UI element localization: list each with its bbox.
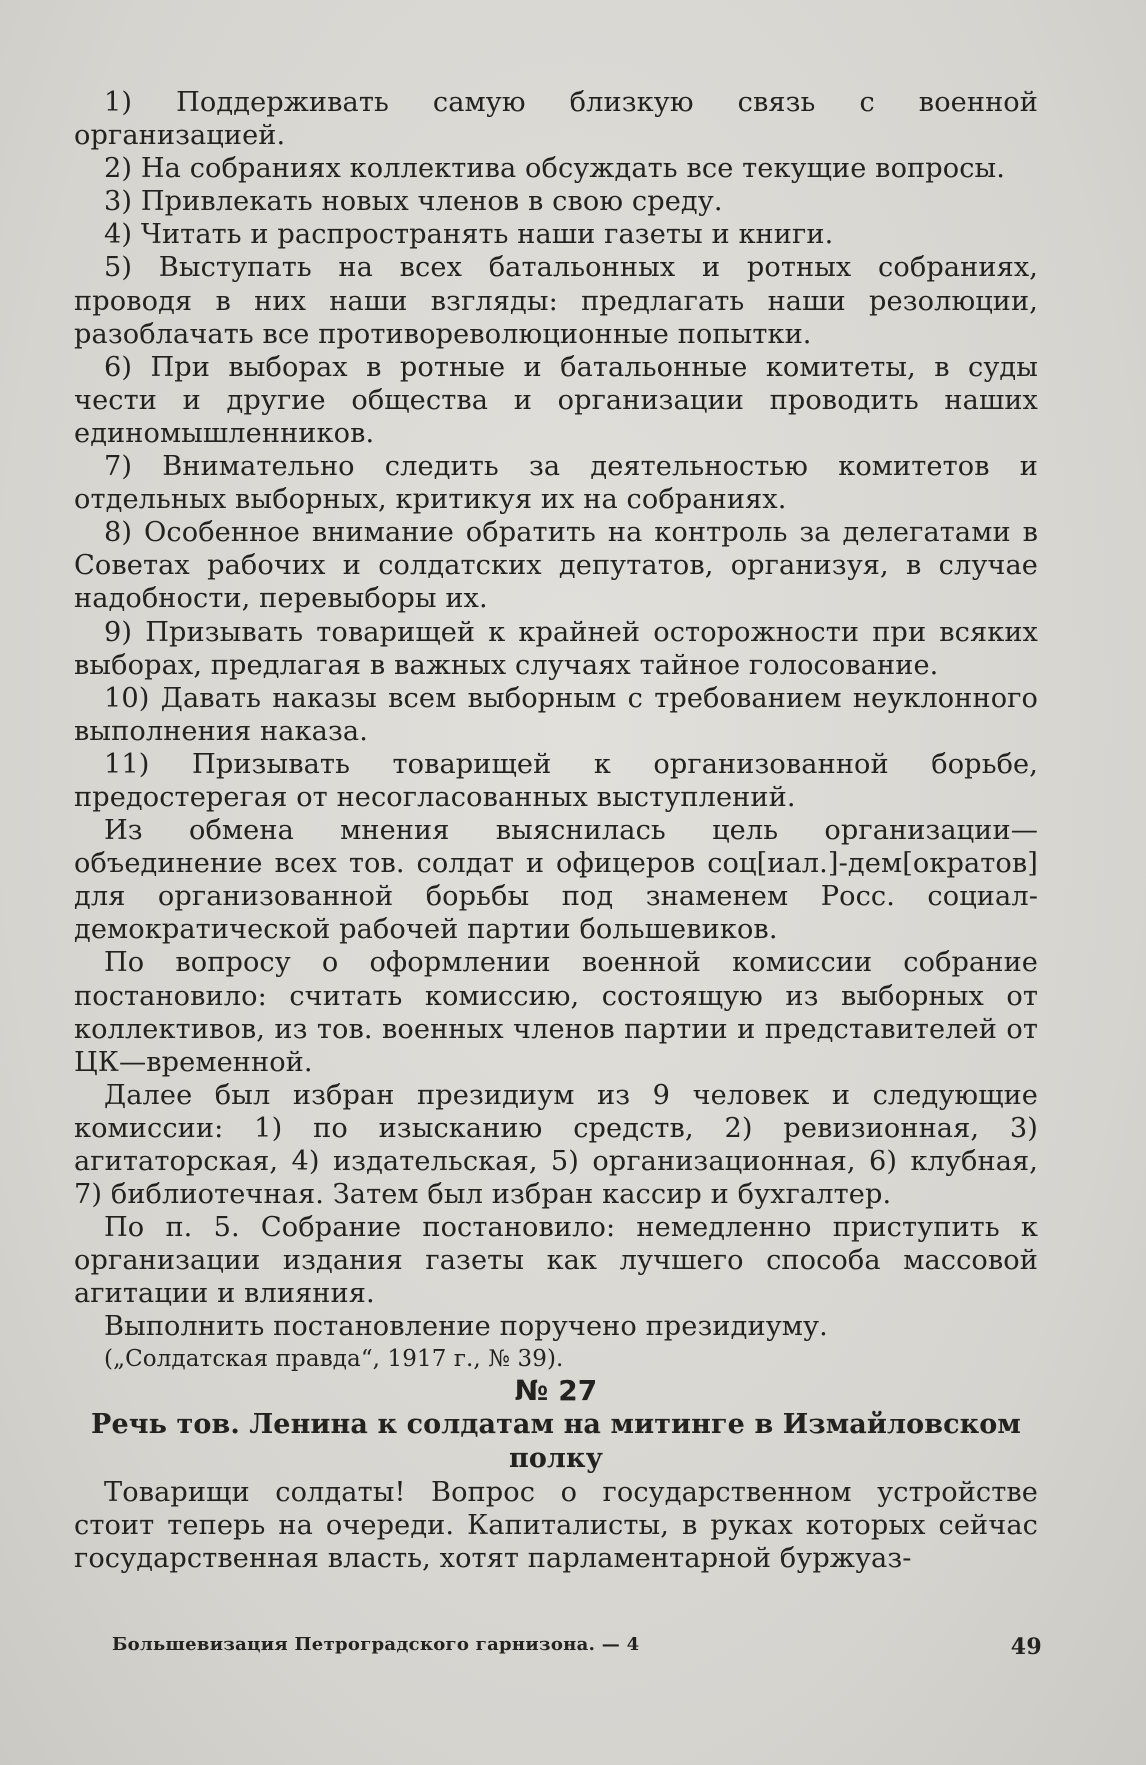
page-footer: [112, 1634, 1042, 1660]
source-citation: („Солдатская правда“, 1917 г., № 39).: [104, 1345, 564, 1372]
paragraph-4: 4) Читать и распространять наши газеты и книги.: [104, 219, 834, 251]
paragraph-12: Из обмена мнения выяснилась цель организации—объединение всех тов. солдат и офицеров соц[иал.]-дем[ократов] для организованной борьбы под знаменем Росс. социал-демократической рабочей партии большевиков.: [74, 815, 1038, 946]
paragraph-13: По вопросу о оформлении военной комиссии собрание постановило: считать комиссию, состоящую из выборных от коллективов, из тов. военных членов партии и представителей от ЦК—временной.: [74, 947, 1038, 1078]
speech-paragraph: Товарищи солдаты! Вопрос о государственном устройстве стоит теперь на очереди. Капиталисты, в руках которых сейчас государственная власть, хотят парламентарной буржуаз-: [74, 1476, 1038, 1574]
paragraph-1: 1) Поддерживать самую близкую связь с военной организацией.: [74, 87, 1038, 152]
paragraph-7: 7) Внимательно следить за деятельностью комитетов и отдельных выборных, критикуя их на собраниях.: [74, 451, 1038, 516]
page-body: [74, 86, 1038, 1575]
paragraph-8: 8) Особенное внимание обратить на контроль за делегатами в Советах рабочих и солдатских депутатов, организуя, в случае надобности, перевыборы их.: [74, 517, 1038, 615]
footer-signature: Большевизация Петроградского гарнизона. — 4: [112, 1634, 640, 1655]
paragraph-2: 2) На собраниях коллектива обсуждать все текущие вопросы.: [104, 153, 1006, 185]
paragraph-16: Выполнить постановление поручено президиуму.: [104, 1311, 828, 1343]
paragraph-9: 9) Призывать товарищей к крайней осторожности при всяких выборах, предлагая в важных случаях тайное голосование.: [74, 616, 1038, 681]
paragraph-3: 3) Привлекать новых членов в свою среду.: [104, 186, 723, 218]
page-number: 49: [1010, 1634, 1042, 1660]
paragraph-5: 5) Выступать на всех батальонных и ротных собраниях, проводя в них наши взгляды: предлагать наши резолюции, разоблачать все противореволюционные попытки.: [74, 252, 1038, 350]
paragraph-15: По п. 5. Собрание постановило: немедленно приступить к организации издания газеты как лучшего способа массовой агитации и влияния.: [74, 1212, 1038, 1310]
paragraph-11: 11) Призывать товарищей к организованной борьбе, предостерегая от несогласованных выступлений.: [74, 748, 1038, 813]
section-title: Речь тов. Ленина к солдатам на митинге в Измайловском полку: [91, 1408, 1021, 1474]
paragraph-14: Далее был избран президиум из 9 человек и следующие комиссии: 1) по изысканию средств, 2) ревизионная, 3) агитаторская, 4) издательская, 5) организационная, 6) клубная, 7) библиотечная. Затем был избран кассир и бухгалтер.: [74, 1079, 1038, 1211]
section-number: № 27: [514, 1373, 598, 1407]
paragraph-10: 10) Давать наказы всем выборным с требованием неуклонного выполнения наказа.: [74, 682, 1038, 747]
paragraph-6: 6) При выборах в ротные и батальонные комитеты, в суды чести и другие общества и организации проводить наших единомышленников.: [74, 351, 1038, 449]
